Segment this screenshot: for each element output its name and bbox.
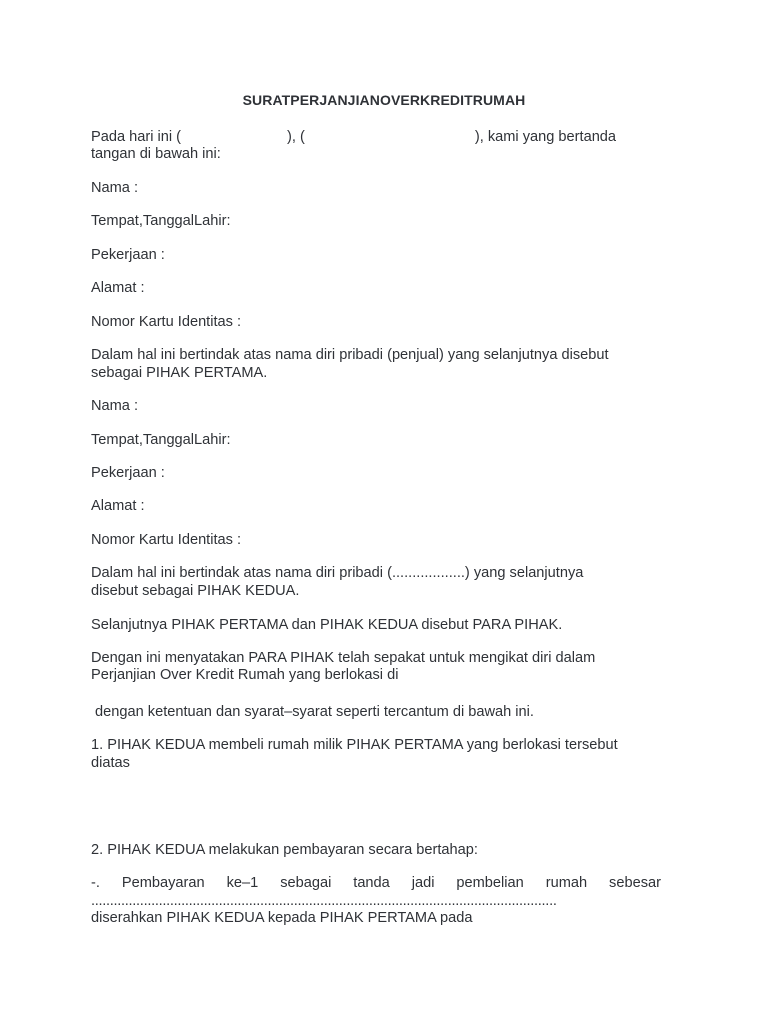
first-party-address-label: Alamat :: [91, 280, 145, 296]
payment-line-1: [91, 875, 661, 892]
first-party-statement-line-1: Dalam hal ini bertindak atas nama diri pribadi (penjual) yang selanjutnya disebut: [91, 347, 609, 363]
first-party-birth-label: Tempat,TanggalLahir:: [91, 213, 231, 229]
opening-part-1: Pada hari ini (: [91, 129, 182, 145]
first-party-job-label: Pekerjaan :: [91, 247, 165, 263]
opening-part-3: ), kami yang bertanda: [474, 129, 617, 145]
opening-line-2: tangan di bawah ini:: [91, 146, 221, 162]
agreement-line-1: Dengan ini menyatakan PARA PIHAK telah sepakat untuk mengikat diri dalam: [91, 650, 596, 666]
document-title: SURATPERJANJIANOVERKREDITRUMAH: [242, 92, 526, 108]
payment-word: sebesar: [609, 875, 661, 891]
payment-word: jadi: [411, 875, 435, 891]
payment-word: ke–1: [226, 875, 259, 891]
second-party-name-label: Nama :: [91, 398, 139, 414]
opening-part-2: ), (: [287, 129, 305, 145]
payment-word: sebagai: [280, 875, 332, 891]
first-party-name-label: Nama :: [91, 180, 139, 196]
terms-line: dengan ketentuan dan syarat–syarat seperti tercantum di bawah ini.: [91, 704, 534, 720]
second-party-statement-line-2: disebut sebagai PIHAK KEDUA.: [91, 583, 300, 599]
payment-dots-line: ............................................................................................................................: [91, 893, 557, 909]
payment-word: rumah: [545, 875, 588, 891]
first-party-statement-line-2: sebagai PIHAK PERTAMA.: [91, 365, 268, 381]
second-party-address-label: Alamat :: [91, 498, 145, 514]
opening-line: [91, 129, 671, 146]
payment-word: tanda: [353, 875, 390, 891]
parties-line: Selanjutnya PIHAK PERTAMA dan PIHAK KEDUA disebut PARA PIHAK.: [91, 617, 563, 633]
payment-word: -.: [91, 875, 100, 891]
clause-1-line-1: 1. PIHAK KEDUA membeli rumah milik PIHAK PERTAMA yang berlokasi tersebut: [91, 737, 618, 753]
clause-2: 2. PIHAK KEDUA melakukan pembayaran secara bertahap:: [91, 842, 478, 858]
payment-word: pembelian: [456, 875, 524, 891]
second-party-statement-line-1: Dalam hal ini bertindak atas nama diri pribadi (..................) yang selanjutnya: [91, 565, 584, 581]
payment-word: Pembayaran: [121, 875, 205, 891]
first-party-id-label: Nomor Kartu Identitas :: [91, 314, 242, 330]
second-party-birth-label: Tempat,TanggalLahir:: [91, 432, 231, 448]
clause-1-line-2: diatas: [91, 755, 130, 771]
second-party-job-label: Pekerjaan :: [91, 465, 165, 481]
agreement-line-2: Perjanjian Over Kredit Rumah yang berlokasi di: [91, 667, 399, 683]
payment-line-3: diserahkan PIHAK KEDUA kepada PIHAK PERTAMA pada: [91, 910, 473, 926]
second-party-id-label: Nomor Kartu Identitas :: [91, 532, 242, 548]
